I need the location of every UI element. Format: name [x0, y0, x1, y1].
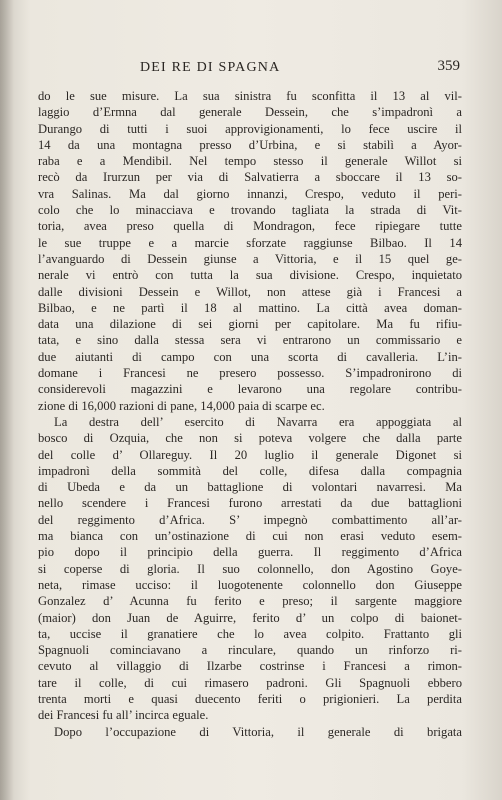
text-line: pio dopo il principio della guerra. Il reggimento d’Africa	[38, 545, 462, 560]
text-line: zione di 16,000 razioni di pane, 14,000 paia di scarpe ec.	[38, 398, 325, 413]
text-line: nerale vi entrò con tutta la sua divisione. Crespo, inquietato	[38, 268, 462, 283]
text-line: ta, uccise il granatiere che lo avea colpito. Frattanto gli	[38, 626, 462, 641]
text-line: si coperse di gloria. Il suo colonnello, don Agostino Goye-	[38, 561, 462, 576]
text-line: Spagnuoli cominciavano a rinculare, quando un rinforzo ri-	[38, 643, 462, 658]
text-line: Bilbao, e ne partì il 18 al mattino. La città avea doman-	[38, 300, 462, 315]
text-line: Durango di tutti i suoi approvigionamenti, lo fece uscire il	[38, 121, 462, 136]
text-line: La destra dell’ esercito di Navarra era appoggiata al	[54, 414, 462, 429]
text-line: l’avanguardo di Dessein giunse a Vittoria, e il 15 quel ge-	[38, 251, 462, 266]
text-line: Gonzalez d’ Acunna fu ferito e preso; il sargente maggiore	[38, 594, 462, 609]
text-line: bosco di Ozquia, che non si poteva volgere che dalla parte	[38, 431, 462, 446]
text-line: le sue truppe e a marcie sforzate raggiunse Bilbao. Il 14	[38, 235, 462, 250]
text-line: dalle divisioni Dessein e Willot, non attese già i Francesi a	[38, 284, 462, 299]
text-line: del colle d’ Ollareguy. Il 20 luglio il generale Digonet si	[38, 447, 462, 462]
body-text	[38, 88, 462, 740]
text-line: (maior) don Juan de Aguirre, ferito d’ un colpo di baionet-	[38, 610, 462, 625]
paragraph-3	[38, 724, 462, 740]
text-line: laggio d’Ermna dal generale Dessein, che s’impadronì a	[38, 105, 462, 120]
text-line: tata, e sino dalla stessa sera vi entrarono un commissario e	[38, 333, 462, 348]
gutter-shadow	[0, 0, 14, 800]
text-line: tare il colle, di cui rimasero padroni. Gli Spagnuoli ebbero	[38, 675, 462, 690]
text-line: recò da Irurzun per via di Salvatierra a sboccare il 13 so-	[38, 170, 462, 185]
paragraph-1	[38, 88, 462, 414]
text-line: due aiutanti di campo con una scorta di cavalleria. L’in-	[38, 349, 462, 364]
text-line: del reggimento d’Africa. S’ impegnò combattimento all’ar-	[38, 512, 462, 527]
text-line: neta, rimase ucciso: il luogotenente colonnello don Giuseppe	[38, 577, 462, 592]
text-line: dei Francesi fu all’ incirca eguale.	[38, 708, 209, 723]
running-title: DEI RE DI SPAGNA	[140, 60, 281, 75]
text-line: ma bianca con un’ostinazione di cui non erasi veduto esem-	[38, 529, 462, 544]
running-head	[40, 58, 460, 80]
text-line: impadronì della sommità del colle, difesa dalla compagnia	[38, 463, 462, 478]
text-line: vra Salinas. Ma dal giorno innanzi, Crespo, veduto il peri-	[38, 186, 462, 201]
text-line: considerevoli magazzini e levarono una regolare contribu-	[38, 382, 462, 397]
text-line: cevuto al villaggio di Ilzarbe costrinse i Francesi a rimon-	[38, 659, 462, 674]
text-line: nello scendere i Francesi furono arrestati da due battaglioni	[38, 496, 462, 511]
text-line: Dopo l’occupazione di Vittoria, il generale di brigata	[54, 724, 462, 739]
text-line: di Ubeda e da un battaglione di volontari navarresi. Ma	[38, 480, 462, 495]
text-line: do le sue misure. La sua sinistra fu sconfitta il 13 al vil-	[38, 89, 462, 103]
text-line: colo che lo minacciava e trovando tagliata la strada di Vit-	[38, 203, 462, 218]
text-line: toria, avea preso quella di Mondragon, fece ripiegare tutte	[38, 219, 462, 234]
text-line: 14 da una montagna presso d’Urbina, e si stabilì a Ayor-	[38, 137, 462, 152]
paragraph-2	[38, 414, 462, 724]
text-line: raba e a Mendibil. Nel tempo stesso il generale Willot si	[38, 154, 462, 169]
text-line: data una dilazione di sei giorni per capitolare. Ma fu rifiu-	[38, 317, 462, 332]
text-line: domane i Francesi ne presero possesso. S’impadronirono di	[38, 366, 462, 381]
text-line: trenta morti e quasi duecento feriti o prigionieri. La perdita	[38, 691, 462, 706]
page-number: 359	[437, 58, 460, 74]
